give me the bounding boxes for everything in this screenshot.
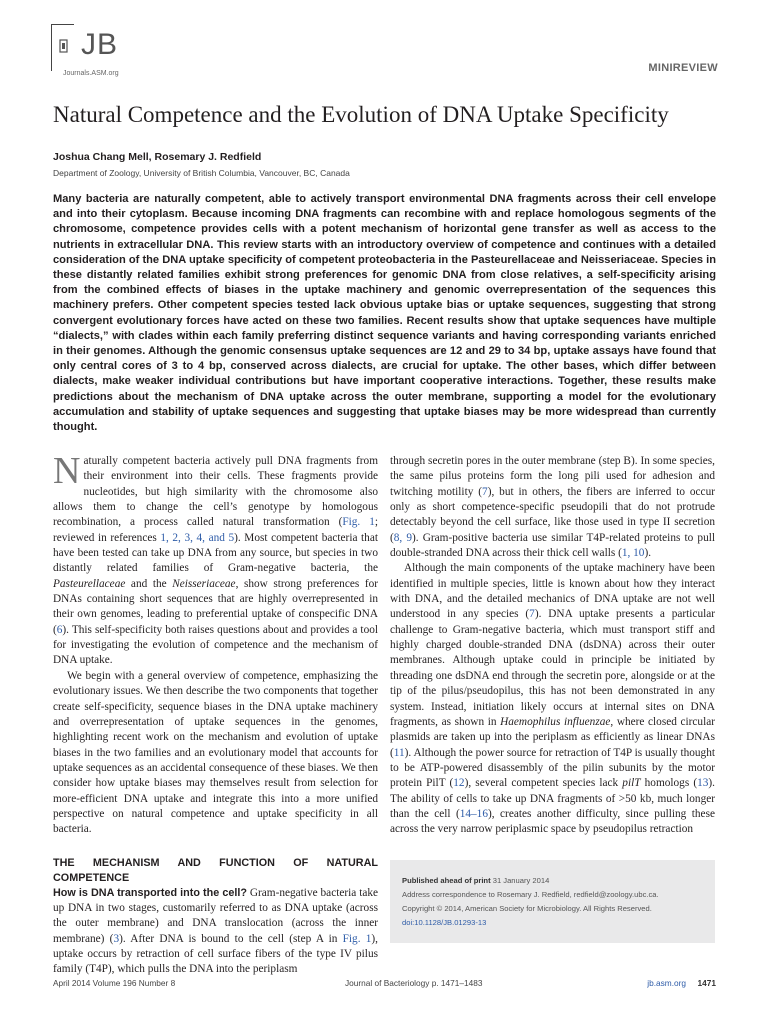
uptake-paragraph [390, 454, 715, 561]
journal-citation: Journal of Bacteriology p. 1471–1483 [345, 978, 483, 988]
figure-link[interactable]: Fig. 1 [342, 516, 375, 529]
mechanism-paragraph [53, 886, 378, 978]
text-run: ). [644, 547, 652, 560]
logo-url[interactable]: Journals.ASM.org [63, 70, 119, 77]
book-icon [59, 38, 69, 54]
issue-info: April 2014 Volume 196 Number 8 [53, 978, 176, 988]
figure-link[interactable]: Fig. 1 [342, 932, 372, 945]
text-run: through secretin pores in the outer membrane (step B). In some species, the same pilus proteins form the long pili used for adhesion and twitching motility ( [390, 455, 715, 498]
publication-info-box [390, 860, 715, 943]
reference-link[interactable]: 7 [529, 608, 535, 621]
published-label: Published ahead of print [402, 876, 491, 885]
reference-link[interactable]: 13 [697, 777, 709, 790]
reference-link[interactable]: 11 [393, 746, 405, 759]
section-label: MINIREVIEW [648, 62, 718, 74]
reference-link[interactable]: 7 [482, 485, 488, 498]
affiliation: Department of Zoology, University of British Columbia, Vancouver, BC, Canada [53, 168, 350, 178]
text-run: Gram-negative bacteria take up DNA in two stages, customarily referred to as DNA uptake (across the outer membrane) and DNA translocation (across the inner membrane) ( [53, 886, 379, 945]
text-run: ). DNA uptake presents a particular challenge to Gram-negative bacteria, which must transport stiff and highly charged double-stranded DNA (dsDNA) across their outer membranes. Although uptake could in principle be initiated by threading one dsDNA end through the secretin pore, alongside or at the tip of the pilus/pseudopilus, this has not been demonstrated in any system. Instead, initiation likely occurs at internal sites on DNA fragments, as shown in [390, 608, 716, 728]
page-number: 1471 [697, 978, 716, 988]
page-footer [53, 978, 716, 994]
text-run: Although the main components of the uptake machinery have been identified in multiple species, little is known about how they interact with DNA, and the detailed mechanics of DNA uptake are not well understood in any species ( [390, 562, 715, 621]
copyright-line: Copyright © 2014, American Society for Microbiology. All Rights Reserved. [402, 904, 652, 913]
reference-link[interactable]: 6 [56, 623, 63, 636]
correspondence-line: Address correspondence to Rosemary J. Redfield, redfield@zoology.ubc.ca. [402, 890, 659, 899]
text-run: , where closed circular plasmids are taken up into the periplasm as efficiently as linear DNAs ( [390, 715, 715, 759]
text-run: homologs ( [640, 777, 698, 790]
taxon-name: Neisseriaceae [172, 577, 236, 590]
abstract [53, 192, 716, 435]
text-run: ). Although the power source for retraction of T4P is usually thought to be ATP-powered disassembly of the pilin subunits by the motor protein PilT ( [390, 746, 715, 790]
reference-link[interactable]: 14–16 [459, 807, 488, 820]
published-date: 31 January 2014 [490, 876, 550, 885]
text-run: ), but in others, the fibers are inferred to occur only as short competence-specific pseudopili that do not protrude detectably beyond the cell surface, like those used in type II secretion ( [390, 485, 715, 544]
section-heading: THE MECHANISM AND FUNCTION OF NATURAL COMPETENCE [53, 856, 378, 884]
text-run: and the [125, 577, 173, 590]
author-list: Joshua Chang Mell, Rosemary J. Redfield [53, 151, 262, 163]
text-run: , show strong preferences for DNAs containing short sequences that are highly overrepresented in their own genomes, leading to preferential uptake of conspecific DNA ( [53, 577, 378, 636]
overview-paragraph: We begin with a general overview of competence, emphasizing the evolutionary issues. We then describe the two components that together create self-specificity, sequence biases in the DNA uptake machinery and overrepresentation of uptake sequences in the genomes, highlighting recent work on the mechanism and evolution of uptake biases in the two families and an evolutionary model that accounts for uptake sequences as an accidental consequence of these biases. We then consider how uptake biases may themselves result from selection for more-efficient DNA uptake and integrate this into a more unified perspective on natural competence and uptake specificity in all bacteria. [53, 669, 378, 836]
run-in-heading: How is DNA transported into the cell? [53, 886, 247, 899]
journal-logo [51, 24, 119, 80]
right-column [390, 454, 715, 838]
text-run: ; reviewed in references [53, 516, 379, 544]
journal-url-link[interactable]: jb.asm.org [647, 978, 686, 988]
drop-cap: N [53, 450, 81, 492]
reference-link[interactable]: 1, 2, 3, 4, and 5 [160, 531, 235, 544]
machinery-paragraph [390, 561, 715, 837]
published-line [402, 874, 703, 888]
text-run: ), uptake occurs by retraction of cell surface fibers of the type IV pilus family (T4P), which pulls the DNA into the periplasm [53, 932, 378, 976]
reference-link[interactable]: 1, 10 [621, 547, 645, 560]
taxon-name: Haemophilus influenzae [500, 715, 611, 728]
text-run: ). Gram-positive bacteria use similar T4P-related proteins to pull double-stranded DNA across their thick cell walls ( [390, 531, 715, 560]
text-run: ). The ability of cells to take up DNA fragments of >50 kb, much longer than the cell ( [390, 777, 715, 820]
text-run: aturally competent bacteria actively pull DNA fragments from their environment into their cells. These fragments provide nucleotides, but high similarity with the chromosome also allows them to change the cell’s genotype by homologous recombination, a process called natural transformation ( [53, 455, 378, 529]
text-run: ), creates another difficulty, since pulling these across the very narrow periplasmic space by pseudopilus retraction [390, 807, 715, 836]
text-run: ). Most competent bacteria that have been tested can take up DNA from any source, but species in two distantly related families of Gram-negative bacteria, the [53, 531, 378, 575]
text-run: ), several competent species lack [464, 777, 623, 790]
taxon-name: Pasteurellaceae [53, 577, 126, 590]
intro-paragraph [53, 450, 379, 669]
reference-link[interactable]: 3 [113, 932, 120, 945]
left-column [53, 450, 379, 978]
reference-link[interactable]: 12 [453, 777, 465, 790]
doi-link[interactable]: doi:10.1128/JB.01293-13 [402, 918, 487, 927]
text-run: ). After DNA is bound to the cell (step A in [119, 932, 343, 945]
abstract-text: Many bacteria are naturally competent, able to actively transport environmental DNA fragments across their cell envelope and into their cytoplasm. Because incoming DNA fragments can recombine with and replace homologous segments of the chromosome, competence provides cells with a potent mechanism of horizontal gene transfer as well as access to the nutrients in extracellular DNA. This review starts with an introductory overview of competence and continues with a detailed consideration of the DNA uptake specificity of competent proteobacteria in the Pasteurellaceae and Neisseriaceae. Species in these distantly related families exhibit strong preferences for genomic DNA from close relatives, a self-specificity arising from the combined effects of biases in the uptake machinery and genomic overrepresentation of the sequences this machinery prefers. Other competent species tested lack obvious uptake bias or uptake sequences, suggesting that strong convergent evolutionary forces have acted on these two families. Recent results show that uptake sequences have multiple “dialects,” with clades within each family preferring distinct sequence variants and having corresponding variants enriched in their genomes. Although the genomic consensus uptake sequences are 12 and 29 to 34 bp, uptake assays have found that only central cores of 3 to 4 bp, conserved across dialects, are crucial for uptake. The other bases, which differ between dialects, make weaker individual contributions but have important cooperative interactions. Together, these results make predictions about the mechanism of DNA uptake across the outer membrane, supporting a model for the evolutionary accumulation and stability of uptake sequences and suggesting that uptake biases may be more widespread than currently thought. [53, 193, 716, 434]
gene-name: pilT [622, 777, 641, 790]
logo-text: JB [81, 28, 119, 61]
reference-link[interactable]: 8, 9 [393, 531, 413, 544]
text-run: ). This self-specificity both raises questions about and provides a tool for investigating the evolution of competence and the mechanism of DNA uptake. [53, 623, 378, 667]
article-title: Natural Competence and the Evolution of DNA Uptake Specificity [53, 102, 669, 127]
